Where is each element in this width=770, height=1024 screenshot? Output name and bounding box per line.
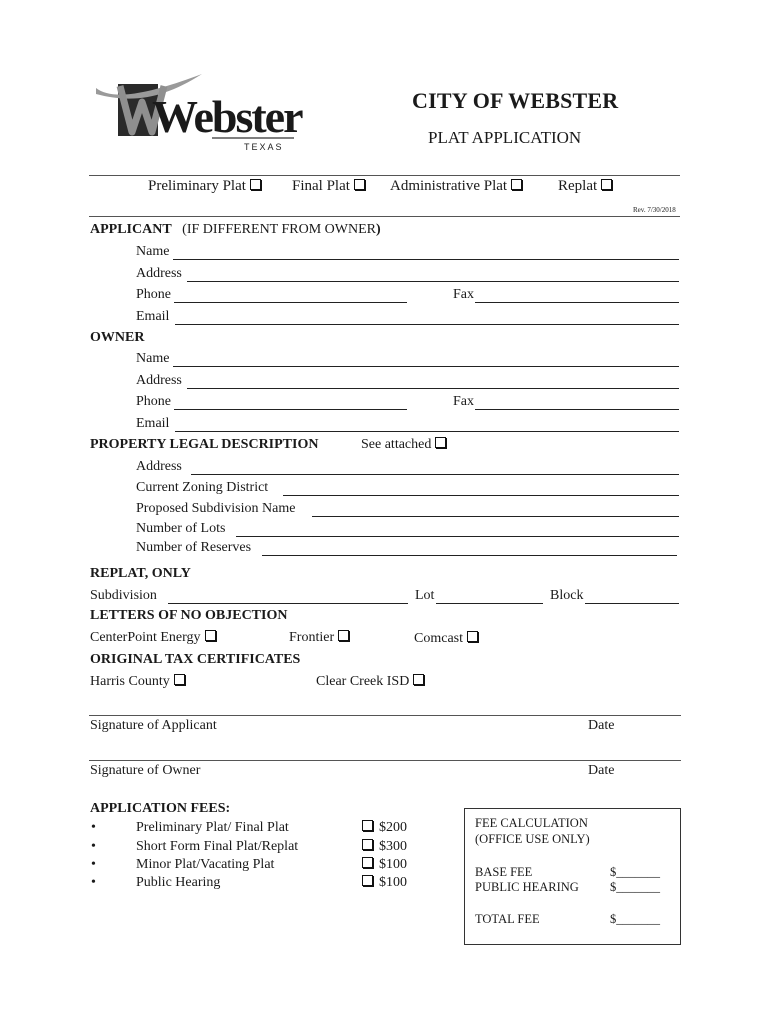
tax-clear-creek[interactable] bbox=[316, 674, 424, 690]
checkbox-icon[interactable] bbox=[338, 630, 349, 641]
owner-fax-label: Fax bbox=[453, 394, 474, 409]
fee-item-label: Short Form Final Plat/Replat bbox=[136, 839, 299, 854]
header-divider bbox=[89, 175, 680, 176]
applicant-name-field[interactable] bbox=[173, 259, 679, 260]
fee-amount: $200 bbox=[379, 820, 407, 835]
plat-type-label: Preliminary Plat bbox=[148, 178, 246, 194]
checkbox-icon[interactable] bbox=[362, 839, 373, 850]
fee-item-300[interactable] bbox=[362, 839, 407, 855]
applicant-address-field[interactable] bbox=[187, 281, 679, 282]
checkbox-icon[interactable] bbox=[413, 674, 424, 685]
revision-date: Rev. 7/30/2018 bbox=[633, 206, 676, 214]
total-fee-label: TOTAL FEE bbox=[475, 912, 540, 926]
fee-item-100-minor[interactable] bbox=[362, 857, 407, 873]
checkbox-icon[interactable] bbox=[435, 437, 446, 448]
bullet-icon: • bbox=[91, 820, 96, 835]
tax-label: Harris County bbox=[90, 674, 170, 689]
applicant-note-close: ) bbox=[375, 222, 381, 237]
applicant-heading bbox=[90, 222, 381, 238]
letter-frontier[interactable] bbox=[289, 630, 349, 646]
public-hearing-fee-label: PUBLIC HEARING bbox=[475, 880, 579, 894]
applicant-name-label: Name bbox=[136, 244, 170, 259]
applicant-fax-label: Fax bbox=[453, 287, 474, 302]
letters-heading: LETTERS OF NO OBJECTION bbox=[90, 608, 288, 623]
plat-type-administrative[interactable] bbox=[390, 178, 522, 195]
checkbox-icon[interactable] bbox=[601, 179, 612, 190]
logo-wordmark: Webster bbox=[152, 91, 302, 142]
fee-calculation-box bbox=[464, 808, 681, 945]
letter-label: Frontier bbox=[289, 630, 335, 645]
fee-item-200[interactable] bbox=[362, 820, 407, 836]
owner-email-field[interactable] bbox=[175, 431, 679, 432]
owner-fax-field[interactable] bbox=[475, 409, 679, 410]
letter-label: Comcast bbox=[414, 631, 463, 646]
tax-harris-county[interactable] bbox=[90, 674, 185, 690]
zoning-district-field[interactable] bbox=[283, 495, 679, 496]
owner-phone-field[interactable] bbox=[174, 409, 407, 410]
applicant-phone-label: Phone bbox=[136, 287, 171, 302]
webster-logo bbox=[94, 72, 306, 154]
replat-block-label: Block bbox=[550, 588, 584, 603]
subdivision-name-label: Proposed Subdivision Name bbox=[136, 501, 296, 516]
bullet-icon: • bbox=[91, 839, 96, 854]
checkbox-icon[interactable] bbox=[467, 631, 478, 642]
letter-centerpoint[interactable] bbox=[90, 630, 216, 646]
applicant-date-label: Date bbox=[588, 718, 615, 733]
tax-heading: ORIGINAL TAX CERTIFICATES bbox=[90, 652, 301, 667]
checkbox-icon[interactable] bbox=[362, 820, 373, 831]
plat-type-label: Replat bbox=[558, 178, 598, 194]
owner-name-label: Name bbox=[136, 351, 170, 366]
applicant-email-field[interactable] bbox=[175, 324, 679, 325]
bullet-icon: • bbox=[91, 875, 96, 890]
replat-lot-field[interactable] bbox=[436, 603, 543, 604]
number-of-lots-label: Number of Lots bbox=[136, 521, 226, 536]
number-of-lots-field[interactable] bbox=[236, 536, 679, 537]
owner-phone-label: Phone bbox=[136, 394, 171, 409]
see-attached-option[interactable] bbox=[361, 437, 446, 453]
fee-amount: $100 bbox=[379, 875, 407, 890]
applicant-phone-field[interactable] bbox=[174, 302, 407, 303]
fee-item-label: Public Hearing bbox=[136, 875, 221, 890]
page-subtitle: PLAT APPLICATION bbox=[428, 128, 582, 147]
applicant-fax-field[interactable] bbox=[475, 302, 679, 303]
zoning-district-label: Current Zoning District bbox=[136, 480, 269, 495]
logo-state: TEXAS bbox=[244, 142, 284, 152]
replat-block-field[interactable] bbox=[585, 603, 679, 604]
owner-name-field[interactable] bbox=[173, 366, 679, 367]
plat-type-label: Administrative Plat bbox=[390, 178, 508, 194]
page-title: CITY OF WEBSTER bbox=[412, 88, 619, 113]
applicant-email-label: Email bbox=[136, 309, 170, 324]
number-of-reserves-label: Number of Reserves bbox=[136, 540, 252, 555]
fees-heading: APPLICATION FEES: bbox=[90, 801, 231, 816]
applicant-signature-line[interactable] bbox=[89, 715, 681, 716]
owner-date-label: Date bbox=[588, 763, 615, 778]
owner-signature-line[interactable] bbox=[89, 760, 681, 761]
checkbox-icon[interactable] bbox=[174, 674, 185, 685]
owner-address-label: Address bbox=[136, 373, 182, 388]
applicant-note: (IF DIFFERENT FROM OWNER bbox=[182, 222, 376, 237]
replat-subdivision-label: Subdivision bbox=[90, 588, 157, 603]
property-address-label: Address bbox=[136, 459, 182, 474]
checkbox-icon[interactable] bbox=[511, 179, 522, 190]
bullet-icon: • bbox=[91, 857, 96, 872]
webster-logo-graphic bbox=[94, 72, 306, 154]
replat-heading: REPLAT, ONLY bbox=[90, 566, 191, 581]
replat-lot-label: Lot bbox=[415, 588, 435, 603]
checkbox-icon[interactable] bbox=[205, 630, 216, 641]
see-attached-label: See attached bbox=[361, 437, 432, 452]
fee-calc-subtitle: (OFFICE USE ONLY) bbox=[475, 832, 590, 846]
applicant-signature-label: Signature of Applicant bbox=[90, 718, 217, 733]
base-fee-field[interactable]: $_______ bbox=[610, 865, 660, 879]
fee-calc-title: FEE CALCULATION bbox=[475, 816, 588, 830]
checkbox-icon[interactable] bbox=[354, 179, 365, 190]
letter-comcast[interactable] bbox=[414, 631, 478, 647]
owner-heading: OWNER bbox=[90, 330, 145, 345]
checkbox-icon[interactable] bbox=[250, 179, 261, 190]
public-hearing-fee-field[interactable]: $_______ bbox=[610, 880, 660, 894]
applicant-address-label: Address bbox=[136, 266, 182, 281]
fee-amount: $100 bbox=[379, 857, 407, 872]
rev-divider bbox=[89, 216, 680, 217]
fee-amount: $300 bbox=[379, 839, 407, 854]
fee-item-label: Preliminary Plat/ Final Plat bbox=[136, 820, 289, 835]
fee-item-100-hearing[interactable] bbox=[362, 875, 407, 891]
plat-type-label: Final Plat bbox=[292, 178, 350, 194]
letter-label: CenterPoint Energy bbox=[90, 630, 201, 645]
checkbox-icon[interactable] bbox=[362, 875, 373, 886]
fee-item-label: Minor Plat/Vacating Plat bbox=[136, 857, 275, 872]
plat-type-preliminary[interactable] bbox=[148, 178, 261, 195]
applicant-heading-text: APPLICANT bbox=[90, 222, 172, 237]
replat-subdivision-field[interactable] bbox=[168, 603, 408, 604]
base-fee-label: BASE FEE bbox=[475, 865, 533, 879]
property-heading: PROPERTY LEGAL DESCRIPTION bbox=[90, 437, 319, 452]
number-of-reserves-field[interactable] bbox=[262, 555, 677, 556]
subdivision-name-field[interactable] bbox=[312, 516, 679, 517]
owner-address-field[interactable] bbox=[187, 388, 679, 389]
tax-label: Clear Creek ISD bbox=[316, 674, 410, 689]
owner-email-label: Email bbox=[136, 416, 170, 431]
plat-type-replat[interactable] bbox=[558, 178, 612, 195]
checkbox-icon[interactable] bbox=[362, 857, 373, 868]
owner-signature-label: Signature of Owner bbox=[90, 763, 201, 778]
total-fee-field[interactable]: $_______ bbox=[610, 912, 660, 926]
plat-type-final[interactable] bbox=[292, 178, 365, 195]
property-address-field[interactable] bbox=[191, 474, 679, 475]
